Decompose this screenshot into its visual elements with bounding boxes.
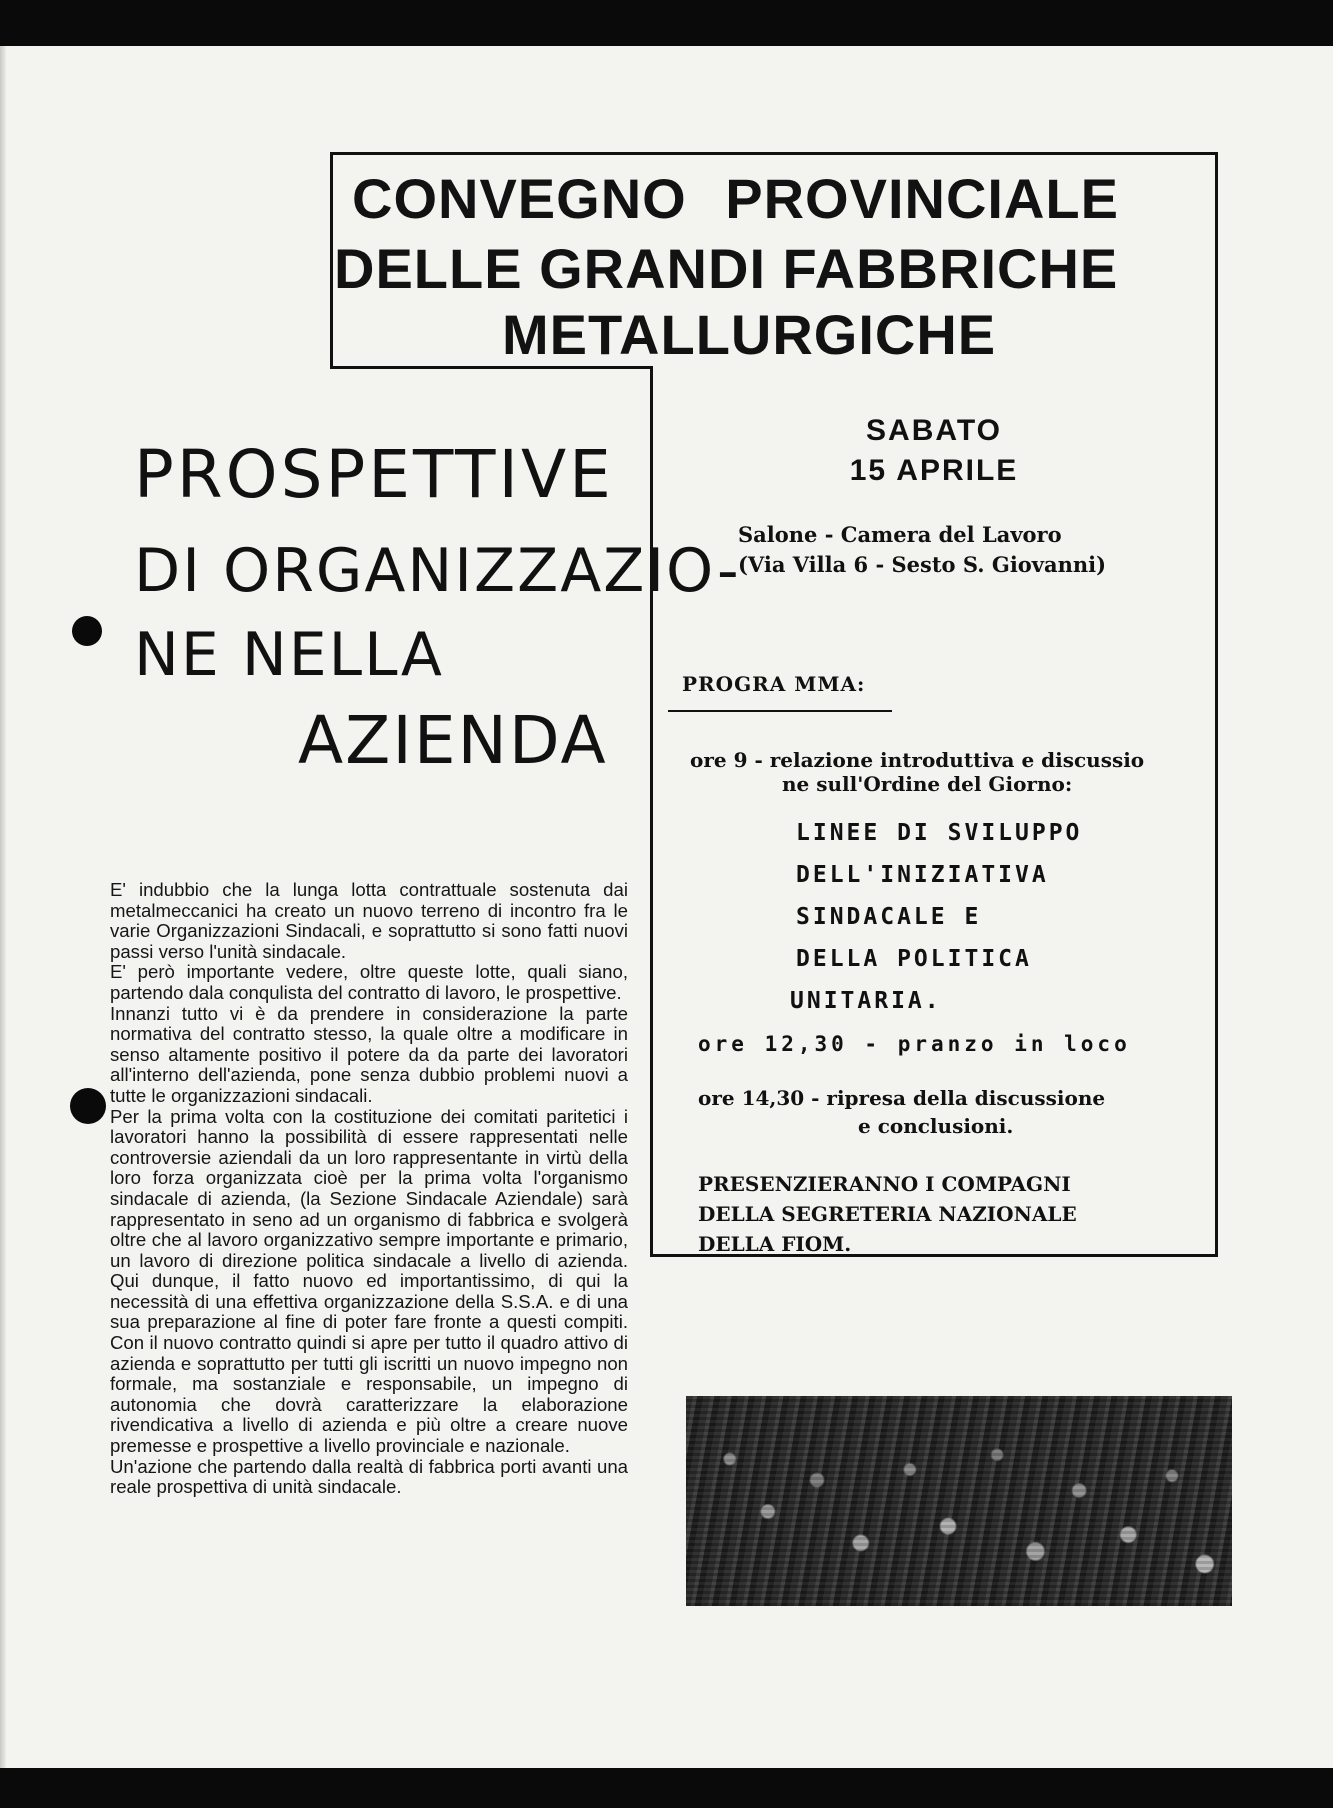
agenda-line: DELL'INIZIATIVA	[796, 862, 1049, 888]
punch-hole-mark	[72, 616, 102, 646]
article-paragraph: E' indubbio che la lunga lotta contrattuale sostenuta dai metalmeccanici ha creato un nuovo terreno di incontro fra le varie Organizzazioni Sindacali, e soprattutto si sono fatti nuovi passi verso l'unità sindacale.	[110, 879, 628, 962]
event-venue-line1: Salone - Camera del Lavoro	[738, 522, 1062, 547]
article-paragraph: Per la prima volta con la costituzione dei comitati paritetici i lavoratori hanno la possibilità di essere rappresentati nelle controversie aziendali da un loro rappresentante in virtù della loro forza organizzata cioè per la prima volta l'organismo sindacale di azienda, (la Sezione Sindacale Aziendale) sarà rappresentato in seno ad un organismo di fabbrica e svolgerà oltre che al lavoro organizzativo sempre importante e primario, un lavoro di direzione politica sindacale a livello di azienda. Qui dunque, il fatto nuovo ed importantissimo, di qui la necessità di una effettiva organizzazione della S.S.A. e di una sua preparazione al fine di poter fare fronte a questi compiti. Con il nuovo contratto quindi si apre per tutto il quadro attivo di azienda e soprattutto per tutti gli iscritti un nuovo impegno non formale, ma sostanziale e responsabile, un impegno di autonomia che dovrà caratterizzare la elaborazione rivendicativa a livello di azienda e più oltre a creare nuove premesse e prospettive a livello provinciale e nazionale.	[110, 1105, 628, 1457]
article-body	[110, 880, 628, 1498]
program-item3-line2: e conclusioni.	[858, 1114, 1014, 1138]
agenda-line: DELLA POLITICA	[796, 946, 1032, 972]
punch-hole-mark	[70, 1088, 106, 1124]
program-item3-line1: ore 14,30 - ripresa della discussione	[698, 1086, 1106, 1110]
header-title-line2: DELLE GRANDI FABBRICHE	[334, 237, 1119, 300]
page-edge	[0, 46, 6, 1768]
presence-line3: DELLA FIOM.	[698, 1232, 852, 1256]
handwritten-title-line1: PROSPETTIVE	[134, 436, 614, 513]
presence-line2: DELLA SEGRETERIA NAZIONALE	[698, 1202, 1077, 1226]
handwritten-title-line3: NE NELLA	[134, 620, 444, 690]
program-item2: ore 12,30 - pranzo in loco	[698, 1032, 1131, 1056]
program-item1-line2: ne sull'Ordine del Giorno:	[782, 772, 1073, 796]
agenda-line: LINEE DI SVILUPPO	[796, 820, 1083, 846]
event-date: 15 APRILE	[849, 454, 1019, 487]
handwritten-title-line2: DI ORGANIZZAZIO-	[134, 536, 741, 606]
frame-rule	[650, 366, 653, 1256]
agenda-line: SINDACALE E	[796, 904, 982, 930]
handwritten-title-line4: AZIENDA	[298, 702, 608, 779]
header-title-line3: METALLURGICHE	[502, 303, 997, 366]
program-item1-line1: ore 9 - relazione introduttiva e discussio	[690, 748, 1145, 772]
article-paragraph: E' però importante vedere, oltre queste lotte, quali siano, partendo dala conqulista del contratto di lavoro, le prospettive.	[110, 961, 628, 1003]
presence-line1: PRESENZIERANNO I COMPAGNI	[698, 1172, 1071, 1196]
program-underline	[668, 710, 892, 712]
frame-rule	[1215, 152, 1218, 1256]
article-paragraph: Un'azione che partendo dalla realtà di fabbrica porti avanti una reale prospettiva di unità sindacale.	[110, 1455, 628, 1498]
header-title-line1: CONVEGNO PROVINCIALE	[352, 167, 1119, 230]
article-paragraph: Innanzi tutto vi è da prendere in considerazione la parte normativa del contratto stesso, la quale oltre a modificare in senso altamente positivo il potere da da parte dei lavoratori all'interno dell'azienda, pone senza dubbio problemi nuovi a tutte le organizzazioni sindacali.	[110, 1002, 628, 1106]
event-day: SABATO	[866, 414, 1002, 447]
crowd-photo	[686, 1396, 1232, 1606]
event-venue-line2: (Via Villa 6 - Sesto S. Giovanni)	[738, 552, 1107, 577]
program-title: PROGRA MMA:	[682, 672, 866, 696]
agenda-line: UNITARIA.	[790, 988, 942, 1014]
